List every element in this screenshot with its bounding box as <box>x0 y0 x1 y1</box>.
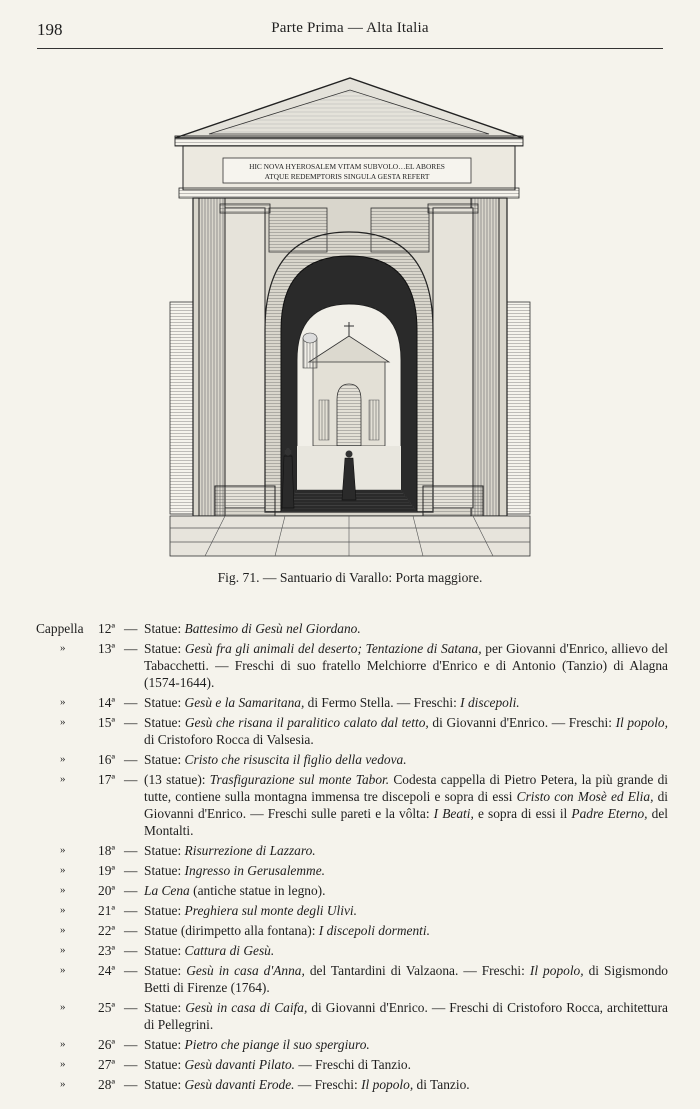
description-text: di Fermo Stella. — Freschi: <box>304 695 461 710</box>
chapel-description <box>144 620 668 637</box>
chapel-entry <box>0 714 700 748</box>
chapel-number: 12ª <box>98 621 116 636</box>
description-text: Statue: <box>144 752 185 767</box>
description-text: Statue: <box>144 715 185 730</box>
chapel-entry <box>0 751 700 768</box>
artwork-title: Gesù davanti Pilato. <box>184 1057 296 1072</box>
description-text: Statue: <box>144 1077 185 1092</box>
artwork-title: Gesù in casa d'Anna, <box>186 963 305 978</box>
description-text: Statue: <box>144 621 185 636</box>
inscription-line1: HIC NOVA HYEROSALEM VITAM SUBVOLO…EL ABORES <box>249 162 445 171</box>
entry-dash: — <box>124 1077 138 1092</box>
description-text: di Cristoforo Rocca di Valsesia. <box>144 732 314 747</box>
chapel-entry <box>0 882 700 899</box>
description-text: Statue: <box>144 863 185 878</box>
chapel-description <box>144 714 668 748</box>
description-text: di Sigismondo Betti di Firenze (1764). <box>144 963 668 995</box>
chapel-description <box>144 842 668 859</box>
page-header <box>0 0 700 52</box>
inscription-line2: ATQUE REDEMPTORIS SINGULA GESTA REFERT <box>264 172 430 181</box>
chapel-entry <box>0 942 700 959</box>
description-text: Statue: <box>144 1000 186 1015</box>
artwork-title: Risurrezione di Lazzaro. <box>184 843 316 858</box>
running-title: Parte Prima — Alta Italia <box>271 20 429 36</box>
chapel-description <box>144 942 668 959</box>
description-text: Statue: <box>144 843 185 858</box>
ditto-mark: » <box>60 964 66 976</box>
entry-dash: — <box>124 923 138 938</box>
artwork-title: Gesù davanti Erode. <box>184 1077 295 1092</box>
chapel-entry <box>0 1036 700 1053</box>
chapel-number: 18ª <box>98 843 116 858</box>
ditto-mark: » <box>60 844 66 856</box>
description-text: (antiche statue in legno). <box>189 883 326 898</box>
chapel-number: 22ª <box>98 923 116 938</box>
entry-dash: — <box>124 943 138 958</box>
chapel-description <box>144 962 668 996</box>
chapel-number: 15ª <box>98 715 116 730</box>
description-text: Statue: <box>144 903 185 918</box>
chapel-description <box>144 771 668 839</box>
chapel-entry <box>0 640 700 691</box>
chapel-number: 28ª <box>98 1077 116 1092</box>
chapel-description <box>144 640 668 691</box>
artwork-title: Gesù che risana il paralitico calato dal tetto, <box>184 715 429 730</box>
artwork-title: Ingresso in Gerusalemme. <box>184 863 326 878</box>
description-text: di Giovanni d'Enrico. — Freschi di Cristoforo Rocca, architettura di Pellegrini. <box>144 1000 668 1032</box>
ditto-mark: » <box>60 696 66 708</box>
description-text: e sopra di essi il <box>473 806 572 821</box>
cappella-label: Cappella <box>36 621 84 636</box>
chapel-description <box>144 1036 668 1053</box>
chapel-number: 26ª <box>98 1037 116 1052</box>
chapel-entry <box>0 694 700 711</box>
description-text: Statue: <box>144 695 185 710</box>
chapel-entry <box>0 902 700 919</box>
entry-dash: — <box>124 772 138 787</box>
chapel-number: 25ª <box>98 1000 116 1015</box>
entry-dash: — <box>124 641 138 656</box>
ditto-mark: » <box>60 773 66 785</box>
description-text: del Tantardini di Valzaona. — Freschi: <box>304 963 530 978</box>
chapel-entry <box>0 862 700 879</box>
ditto-mark: » <box>60 1078 66 1090</box>
artwork-title: Cristo che risuscita il figlio della vedova. <box>184 752 407 767</box>
chapel-number: 16ª <box>98 752 116 767</box>
description-text: Statue: <box>144 943 185 958</box>
ditto-mark: » <box>60 1038 66 1050</box>
ditto-mark: » <box>60 753 66 765</box>
ditto-mark: » <box>60 924 66 936</box>
artwork-title: Battesimo di Gesù nel Giordano. <box>184 621 361 636</box>
entry-dash: — <box>124 903 138 918</box>
chapel-description <box>144 751 668 768</box>
description-text: Statue: <box>144 641 185 656</box>
description-text: — Freschi di Tanzio. <box>295 1057 411 1072</box>
artwork-title: I Beati, <box>433 806 474 821</box>
chapel-description <box>144 902 668 919</box>
gateway-illustration <box>165 70 535 560</box>
figure-man <box>282 449 294 509</box>
ditto-mark: » <box>60 1058 66 1070</box>
ditto-mark: » <box>60 944 66 956</box>
artwork-title: Il popolo, <box>529 963 584 978</box>
artwork-title: Gesù e la Samaritana, <box>184 695 305 710</box>
entry-dash: — <box>124 883 138 898</box>
chapel-description <box>144 999 668 1033</box>
entry-dash: — <box>124 695 138 710</box>
chapel-entry <box>0 1056 700 1073</box>
chapel-list <box>0 620 700 1096</box>
chapel-entry <box>0 842 700 859</box>
description-text: del Montalti. <box>144 806 668 838</box>
artwork-title: Trasfigurazione sul monte Tabor. <box>209 772 390 787</box>
chapel-entry <box>0 771 700 839</box>
description-text: di Giovanni d'Enrico. — Freschi sulle pareti e la vôlta: <box>144 789 668 821</box>
description-text: Statue: <box>144 1037 185 1052</box>
description-text: Statue: <box>144 963 187 978</box>
engraving-porta-maggiore <box>165 70 535 560</box>
ditto-mark: » <box>60 716 66 728</box>
ditto-mark: » <box>60 904 66 916</box>
description-text: per Giovanni d'Enrico, allievo del Tabacchetti. — Freschi di suo fratello Melchiorre d'Enrico e di Antonio (Tanzio) di Alagna (1574-1644). <box>144 641 668 690</box>
entry-dash: — <box>124 843 138 858</box>
chapel-description <box>144 1056 668 1073</box>
page-number: 198 <box>37 20 63 39</box>
chapel-description <box>144 882 668 899</box>
artwork-title: Cattura di Gesù. <box>184 943 275 958</box>
chapel-number: 27ª <box>98 1057 116 1072</box>
chapel-number: 17ª <box>98 772 116 787</box>
artwork-title: Padre Eterno, <box>571 806 648 821</box>
chapel-number: 13ª <box>98 641 116 656</box>
chapel-description <box>144 1076 668 1093</box>
description-text: Codesta cappella di Pietro Petera, la più grande di tutte, contiene sulla montagna immensa tre discepoli e sopra di essi <box>144 772 668 804</box>
figure-caption: Fig. 71. — Santuario di Varallo: Porta maggiore. <box>217 570 483 585</box>
ditto-mark: » <box>60 1001 66 1013</box>
entry-dash: — <box>124 863 138 878</box>
chapel-entry <box>0 962 700 996</box>
artwork-title: Il popolo, <box>615 715 668 730</box>
description-text: Statue (dirimpetto alla fontana): <box>144 923 319 938</box>
chapel-description <box>144 862 668 879</box>
chapel-entry <box>0 922 700 939</box>
artwork-title: Preghiera sul monte degli Ulivi. <box>184 903 357 918</box>
ditto-mark: » <box>60 642 66 654</box>
entry-dash: — <box>124 715 138 730</box>
entry-dash: — <box>124 963 138 978</box>
artwork-title: Il popolo, <box>361 1077 414 1092</box>
chapel-entry <box>0 999 700 1033</box>
chapel-description <box>144 694 668 711</box>
artwork-title: I discepoli dormenti. <box>318 923 430 938</box>
artwork-title: I discepoli. <box>460 695 520 710</box>
entry-dash: — <box>124 1000 138 1015</box>
ditto-mark: » <box>60 864 66 876</box>
description-text: (13 statue): <box>144 772 210 787</box>
entry-dash: — <box>124 752 138 767</box>
artwork-title: Gesù fra gli animali del deserto; Tentazione di Satana, <box>184 641 482 656</box>
chapel-number: 23ª <box>98 943 116 958</box>
artwork-title: Cristo con Mosè ed Elia, <box>516 789 654 804</box>
artwork-title: La Cena <box>144 883 190 898</box>
chapel-entry <box>0 1076 700 1093</box>
description-text: Statue: <box>144 1057 185 1072</box>
header-rule <box>37 48 663 49</box>
chapel-number: 24ª <box>98 963 116 978</box>
entry-dash: — <box>124 621 138 636</box>
chapel-number: 21ª <box>98 903 116 918</box>
chapel-number: 14ª <box>98 695 116 710</box>
chapel-number: 20ª <box>98 883 116 898</box>
entry-dash: — <box>124 1037 138 1052</box>
entry-dash: — <box>124 1057 138 1072</box>
artwork-title: Pietro che piange il suo spergiuro. <box>184 1037 370 1052</box>
ditto-mark: » <box>60 884 66 896</box>
description-text: di Giovanni d'Enrico. — Freschi: <box>428 715 616 730</box>
artwork-title: Gesù in casa di Caifa, <box>185 1000 308 1015</box>
chapel-entry <box>0 620 700 637</box>
description-text: di Tanzio. <box>413 1077 470 1092</box>
chapel-description <box>144 922 668 939</box>
chapel-number: 19ª <box>98 863 116 878</box>
description-text: — Freschi: <box>294 1077 362 1092</box>
